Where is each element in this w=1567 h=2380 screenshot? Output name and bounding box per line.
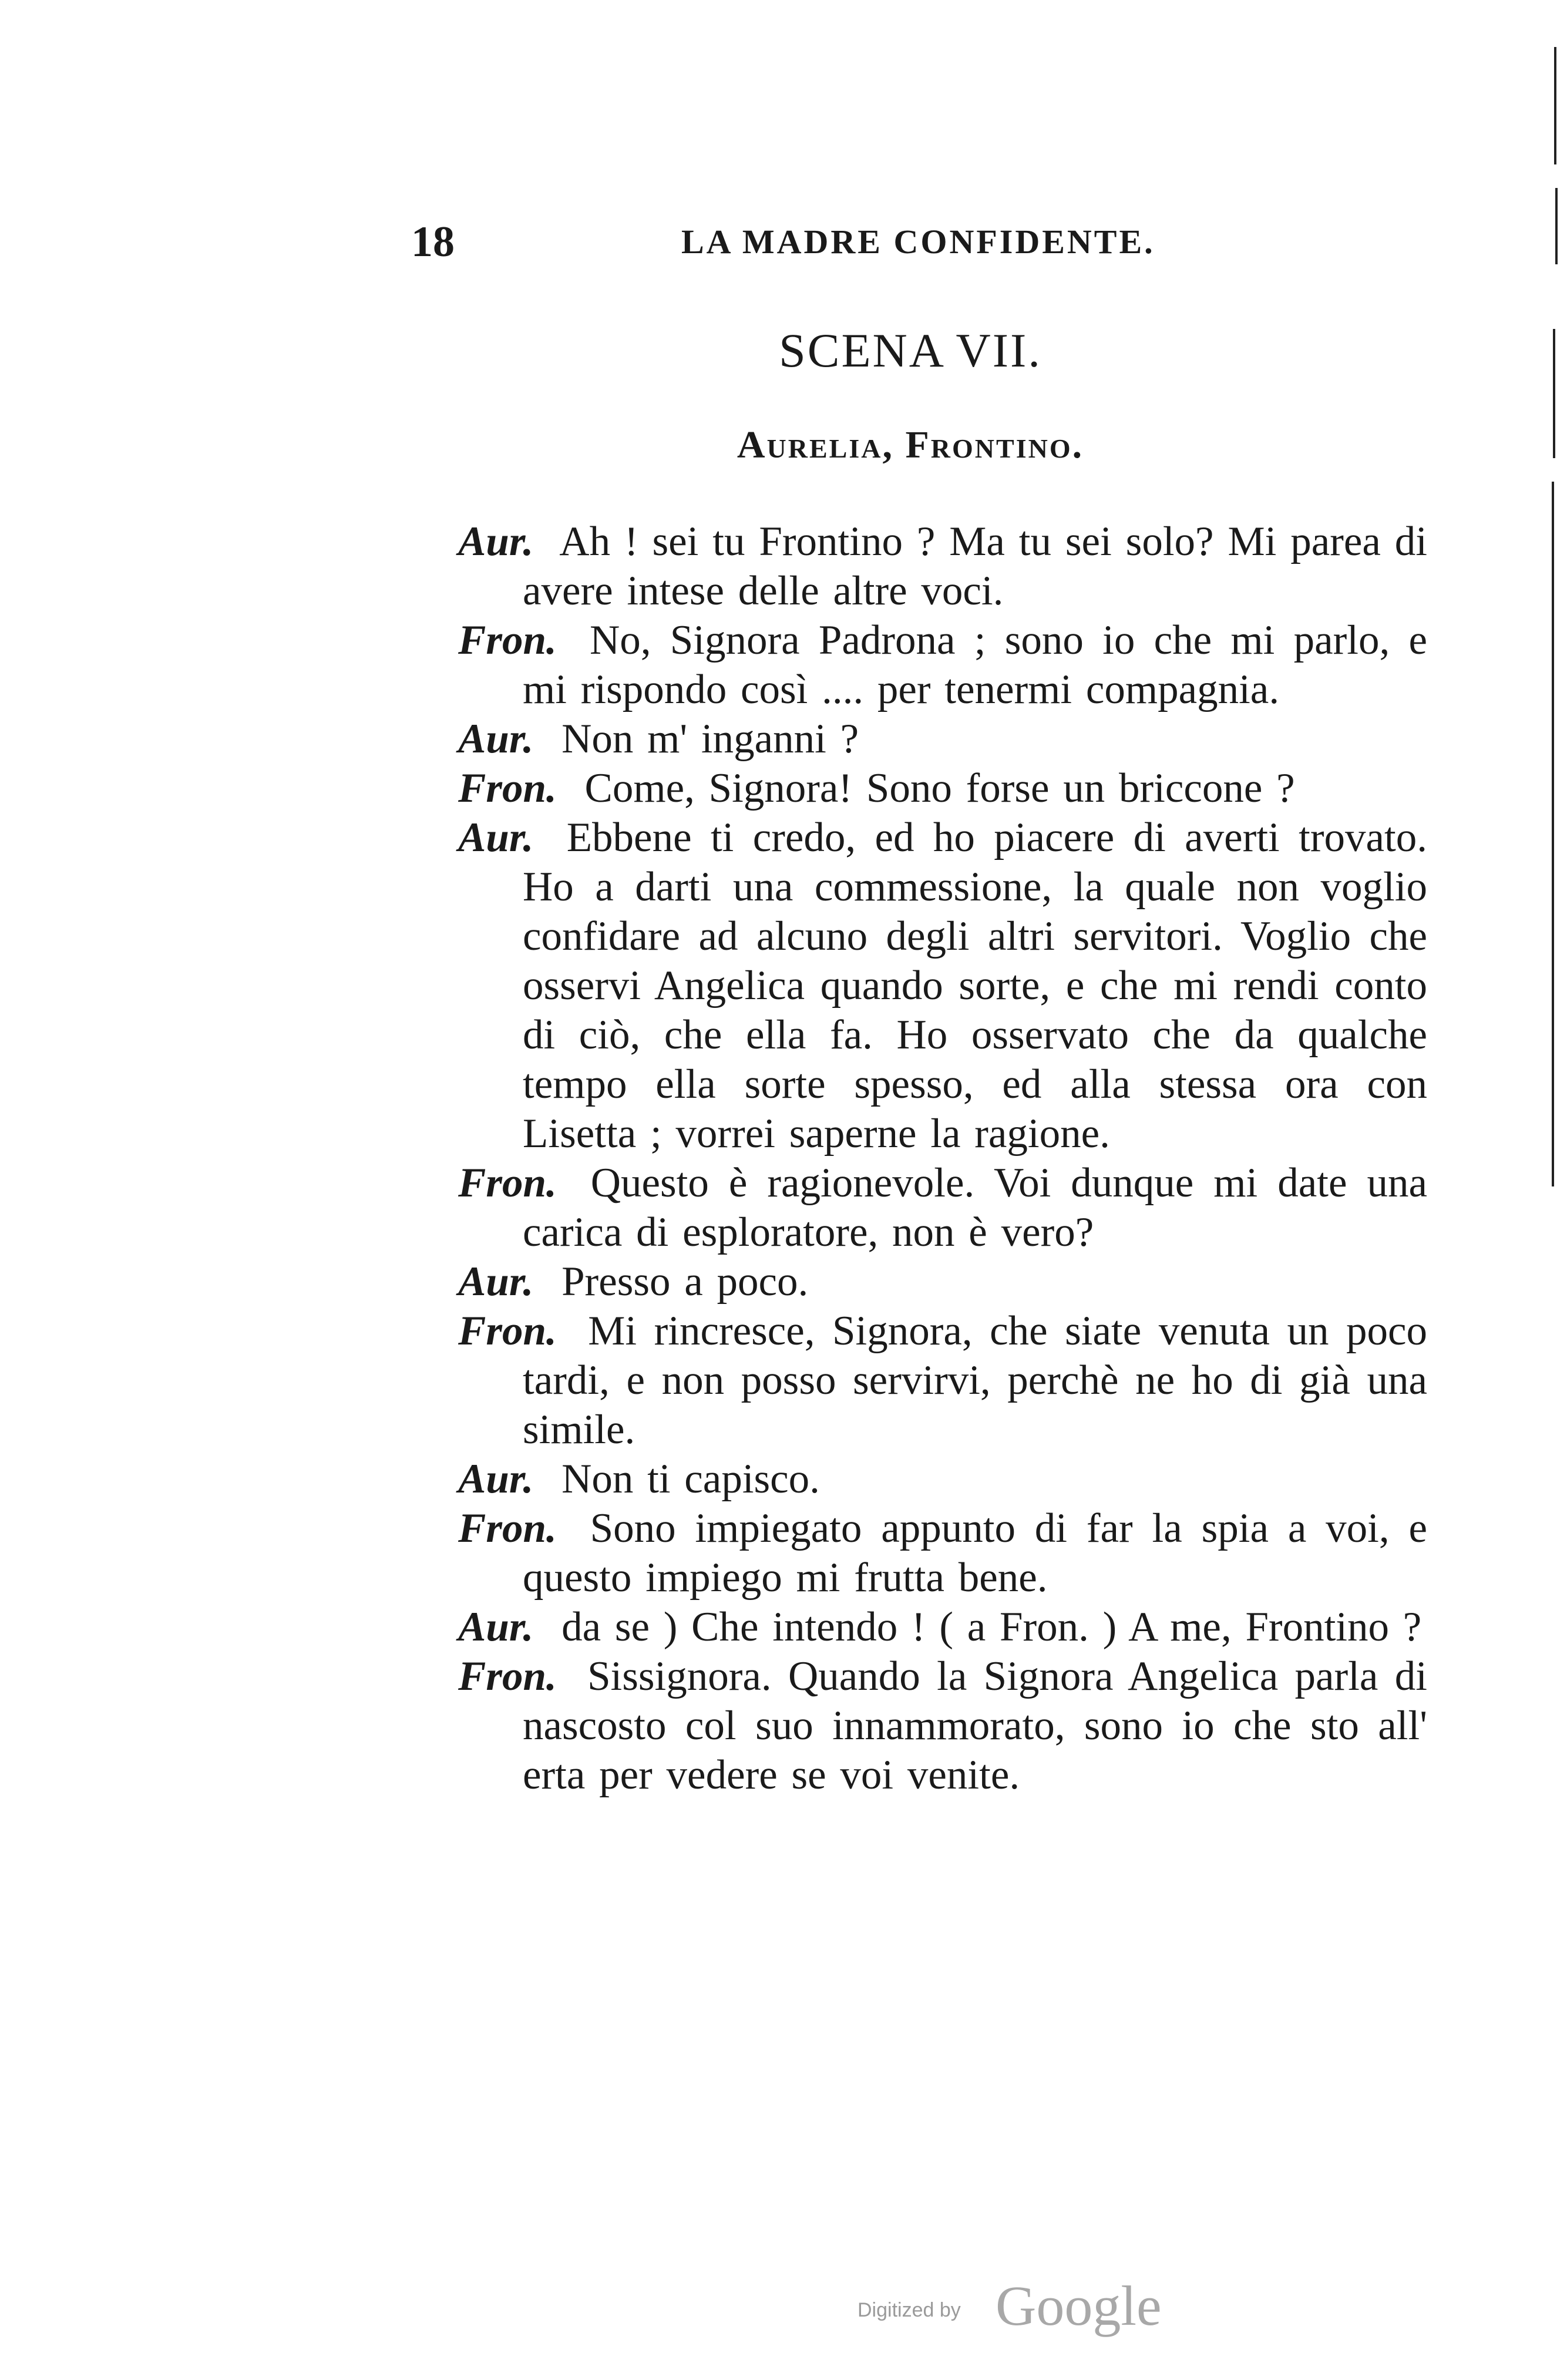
speech-line xyxy=(458,616,1427,714)
speech-line xyxy=(458,764,1427,813)
speech-line xyxy=(458,1454,1427,1504)
speech-line xyxy=(458,1652,1427,1800)
speech-line xyxy=(458,1257,1427,1306)
speech-line xyxy=(458,1602,1427,1652)
dialogue xyxy=(458,517,1427,1800)
speech-line xyxy=(458,1306,1427,1454)
speech-text: No, Signora Padrona ; sono io che mi parlo, e mi rispondo così .... per tenermi compagnia. xyxy=(523,617,1427,712)
right-margin-mark xyxy=(1554,47,1556,164)
speech-text: Come, Signora! Sono forse un briccone ? xyxy=(584,765,1295,811)
speaker: Fron. xyxy=(458,1653,557,1699)
digitized-label: Digitized by xyxy=(858,2299,961,2321)
speech-text: da se ) Che intendo ! ( a Fron. ) A me, Frontino ? xyxy=(561,1604,1422,1650)
right-margin-mark xyxy=(1552,482,1554,1186)
speech-line xyxy=(458,813,1427,1158)
speaker: Fron. xyxy=(458,1160,557,1206)
speech-line xyxy=(458,1158,1427,1257)
right-margin-mark xyxy=(1555,188,1558,264)
speech-line xyxy=(458,714,1427,764)
speech-text: Questo è ragionevole. Voi dunque mi date una carica di esploratore, non è vero? xyxy=(523,1160,1428,1255)
book-title: LA MADRE CONFIDENTE. xyxy=(681,223,1155,261)
speech-text: Ah ! sei tu Frontino ? Ma tu sei solo? Mi parea di avere intese delle altre voci. xyxy=(523,519,1427,614)
speech-text: Presso a poco. xyxy=(561,1259,809,1305)
speech-text: Sissignora. Quando la Signora Angelica parla di nascosto col suo innammorato, sono io che sto all' erta per vedere se voi venite. xyxy=(523,1653,1427,1798)
speech-text: Ebbene ti credo, ed ho piacere di averti trovato. Ho a darti una commessione, la quale non voglio confidare ad alcuno degli altri servitori. Voglio che osservi Angelica quando sorte, e che mi rendi conto di ciò, che ella fa. Ho osservato che da qualche tempo ella sorte spesso, ed alla stessa ora con Lisetta ; vorrei saperne la ragione. xyxy=(523,815,1428,1157)
digitization-watermark xyxy=(858,2273,1210,2338)
google-brand: Google xyxy=(996,2274,1162,2337)
speaker: Aur. xyxy=(458,716,534,762)
speaker: Fron. xyxy=(458,617,557,663)
speaker: Fron. xyxy=(458,1505,557,1551)
speech-text: Mi rincresce, Signora, che siate venuta un poco tardi, e non posso servirvi, perchè ne ho di già una simile. xyxy=(523,1308,1428,1453)
scene-heading: SCENA VII. xyxy=(779,324,1042,377)
speaker: Aur. xyxy=(458,519,534,564)
right-margin-mark xyxy=(1553,329,1555,458)
speech-line xyxy=(458,1504,1427,1602)
speaker: Fron. xyxy=(458,765,557,811)
speech-text: Non ti capisco. xyxy=(561,1456,820,1502)
speaker: Fron. xyxy=(458,1308,557,1354)
page-number: 18 xyxy=(411,218,455,266)
speaker: Aur. xyxy=(458,1456,534,1502)
speech-line xyxy=(458,517,1427,616)
speaker: Aur. xyxy=(458,815,534,860)
speaker: Aur. xyxy=(458,1604,534,1650)
scene-characters: Aurelia, Frontino. xyxy=(737,423,1084,466)
speech-text: Non m' inganni ? xyxy=(561,716,859,762)
speech-text: Sono impiegato appunto di far la spia a voi, e questo impiego mi frutta bene. xyxy=(523,1505,1428,1601)
running-head xyxy=(411,217,1410,270)
speaker: Aur. xyxy=(458,1259,534,1305)
